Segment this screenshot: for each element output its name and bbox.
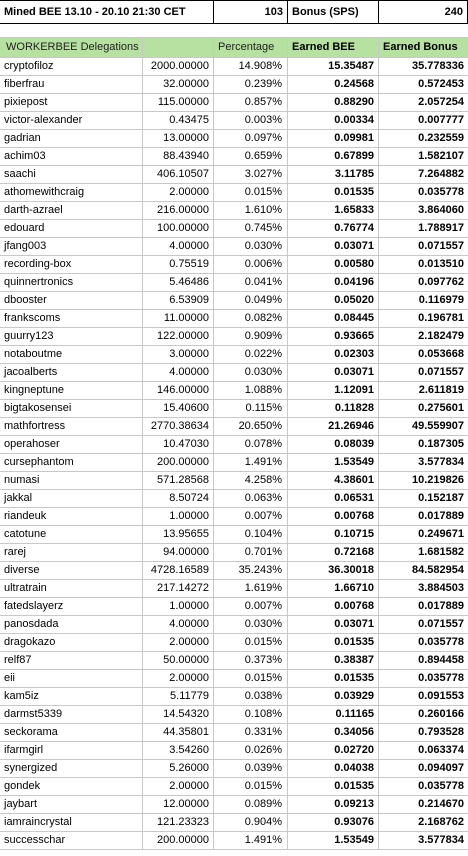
delegator-name-cell[interactable]: victor-alexander	[0, 112, 143, 129]
earned-bee-cell[interactable]: 0.01535	[288, 634, 379, 651]
percentage-cell[interactable]: 0.038%	[214, 688, 288, 705]
table-row	[0, 652, 468, 670]
table-row	[0, 256, 468, 274]
spacer-row	[0, 24, 468, 38]
percentage-cell[interactable]: 0.026%	[214, 742, 288, 759]
earned-bonus-cell[interactable]: 35.778336	[412, 60, 464, 72]
delegator-name-cell[interactable]: cryptofiloz	[0, 58, 143, 75]
delegator-name-cell[interactable]: seckorama	[0, 724, 143, 741]
earned-bonus-cell[interactable]: 0.007777	[418, 114, 464, 126]
delegator-name-cell[interactable]: numasi	[0, 472, 143, 489]
delegator-name-cell[interactable]: dragokazo	[0, 634, 143, 651]
delegator-name-cell[interactable]: frankscoms	[0, 310, 143, 327]
delegator-name-cell[interactable]: darth-azrael	[0, 202, 143, 219]
delegator-name-cell[interactable]: riandeuk	[0, 508, 143, 525]
earned-bonus-cell[interactable]: 2.057254	[418, 96, 464, 108]
delegator-name-cell[interactable]: dbooster	[0, 292, 143, 309]
percentage-cell[interactable]: 0.030%	[214, 238, 288, 255]
earned-bonus-cell[interactable]: 2.182479	[418, 330, 464, 342]
delegator-name-cell[interactable]: panosdada	[0, 616, 143, 633]
table-row	[0, 184, 468, 202]
earned-bonus-cell[interactable]: 7.264882	[418, 168, 464, 180]
earned-bee-cell[interactable]: 0.03929	[288, 688, 379, 705]
percentage-cell[interactable]: 0.078%	[214, 436, 288, 453]
percentage-cell[interactable]: 0.041%	[214, 274, 288, 291]
delegated-amount-cell[interactable]: 88.43940	[143, 148, 214, 165]
earned-bee-cell[interactable]: 0.34056	[288, 724, 379, 741]
delegated-amount-cell[interactable]: 1.00000	[143, 598, 214, 615]
percentage-cell[interactable]: 0.857%	[214, 94, 288, 111]
delegator-name-cell[interactable]: pixiepost	[0, 94, 143, 111]
percentage-cell[interactable]: 0.089%	[214, 796, 288, 813]
percentage-cell[interactable]: 20.650%	[214, 418, 288, 435]
delegated-amount-cell[interactable]: 1.00000	[143, 508, 214, 525]
earned-bonus-cell[interactable]: 3.577834	[418, 456, 464, 468]
earned-bonus-cell[interactable]: 1.681582	[418, 546, 464, 558]
percentage-cell[interactable]: 0.104%	[214, 526, 288, 543]
delegator-name-cell[interactable]: jfang003	[0, 238, 143, 255]
delegator-name-cell[interactable]: successchar	[0, 832, 143, 849]
table-row	[0, 454, 468, 472]
earned-bee-cell[interactable]: 0.00580	[288, 256, 379, 273]
header-amount-cell[interactable]	[143, 38, 214, 57]
earned-bonus-cell[interactable]: 0.214670	[418, 798, 464, 810]
percentage-cell[interactable]: 0.904%	[214, 814, 288, 831]
earned-bonus-cell[interactable]: 0.013510	[418, 258, 464, 270]
delegated-amount-cell[interactable]: 217.14272	[143, 580, 214, 597]
earned-bonus-cell[interactable]: 0.071557	[418, 366, 464, 378]
percentage-cell[interactable]: 0.030%	[214, 364, 288, 381]
delegated-amount-cell[interactable]: 2.00000	[143, 184, 214, 201]
earned-bee-cell[interactable]: 0.08039	[288, 436, 379, 453]
percentage-cell[interactable]: 4.258%	[214, 472, 288, 489]
table-row	[0, 724, 468, 742]
delegated-amount-cell[interactable]: 3.00000	[143, 346, 214, 363]
delegated-amount-cell[interactable]: 14.54320	[143, 706, 214, 723]
earned-bonus-cell[interactable]: 0.017889	[418, 600, 464, 612]
earned-bee-cell[interactable]: 0.88290	[288, 94, 379, 111]
percentage-cell[interactable]: 0.007%	[214, 598, 288, 615]
earned-bonus-cell[interactable]: 0.232559	[418, 132, 464, 144]
percentage-cell[interactable]: 0.909%	[214, 328, 288, 345]
percentage-cell[interactable]: 14.908%	[214, 58, 288, 75]
delegated-amount-cell[interactable]: 15.40600	[143, 400, 214, 417]
percentage-cell[interactable]: 0.239%	[214, 76, 288, 93]
table-row	[0, 598, 468, 616]
delegated-amount-cell[interactable]: 115.00000	[143, 94, 214, 111]
percentage-cell[interactable]: 1.491%	[214, 832, 288, 849]
delegated-amount-cell[interactable]: 11.00000	[143, 310, 214, 327]
table-row	[0, 112, 468, 130]
earned-bee-cell[interactable]: 0.04038	[288, 760, 379, 777]
earned-bonus-cell[interactable]: 0.071557	[418, 240, 464, 252]
delegator-name-cell[interactable]: edouard	[0, 220, 143, 237]
table-row	[0, 562, 468, 580]
delegated-amount-cell[interactable]: 4.00000	[143, 364, 214, 381]
header-name-cell[interactable]: WORKERBEE Delegations	[0, 38, 143, 57]
delegated-amount-cell[interactable]: 5.11779	[143, 688, 214, 705]
delegator-name-cell[interactable]: fiberfrau	[0, 76, 143, 93]
delegator-name-cell[interactable]: iamraincrystal	[0, 814, 143, 831]
delegated-amount-cell[interactable]: 94.00000	[143, 544, 214, 561]
delegator-name-cell[interactable]: gondek	[0, 778, 143, 795]
delegated-amount-cell[interactable]: 216.00000	[143, 202, 214, 219]
table-row	[0, 688, 468, 706]
earned-bee-cell[interactable]: 1.66710	[288, 580, 379, 597]
delegated-amount-cell[interactable]: 8.50724	[143, 490, 214, 507]
percentage-cell[interactable]: 0.015%	[214, 670, 288, 687]
mined-value-cell[interactable]: 103	[214, 1, 288, 23]
earned-bonus-cell[interactable]: 0.071557	[418, 618, 464, 630]
earned-bee-cell[interactable]: 0.06531	[288, 490, 379, 507]
delegator-name-cell[interactable]: operahoser	[0, 436, 143, 453]
delegated-amount-cell[interactable]: 13.95655	[143, 526, 214, 543]
percentage-cell[interactable]: 1.088%	[214, 382, 288, 399]
table-row	[0, 508, 468, 526]
delegator-name-cell[interactable]: guurry123	[0, 328, 143, 345]
table-row	[0, 130, 468, 148]
delegated-amount-cell[interactable]: 122.00000	[143, 328, 214, 345]
earned-bonus-cell[interactable]: 2.611819	[418, 384, 464, 396]
earned-bee-cell[interactable]: 0.08445	[288, 310, 379, 327]
delegated-amount-cell[interactable]: 44.35801	[143, 724, 214, 741]
delegator-name-cell[interactable]: saachi	[0, 166, 143, 183]
earned-bonus-cell[interactable]: 0.053668	[418, 348, 464, 360]
percentage-cell[interactable]: 0.331%	[214, 724, 288, 741]
table-row	[0, 526, 468, 544]
earned-bee-cell[interactable]: 1.65833	[288, 202, 379, 219]
earned-bonus-cell[interactable]: 0.793528	[418, 726, 464, 738]
delegator-name-cell[interactable]: darmst5339	[0, 706, 143, 723]
delegated-amount-cell[interactable]: 2.00000	[143, 670, 214, 687]
percentage-cell[interactable]: 0.115%	[214, 400, 288, 417]
earned-bonus-cell[interactable]: 0.035778	[418, 636, 464, 648]
percentage-cell[interactable]: 0.373%	[214, 652, 288, 669]
earned-bee-cell[interactable]: 0.03071	[288, 364, 379, 381]
mined-label-cell[interactable]: Mined BEE 13.10 - 20.10 21:30 CET	[0, 1, 214, 23]
percentage-cell[interactable]: 35.243%	[214, 562, 288, 579]
table-row	[0, 76, 468, 94]
earned-bonus-cell[interactable]: 0.091553	[418, 690, 464, 702]
delegator-name-cell[interactable]: cursephantom	[0, 454, 143, 471]
table-row	[0, 832, 468, 850]
delegator-name-cell[interactable]: fatedslayerz	[0, 598, 143, 615]
table-row	[0, 760, 468, 778]
earned-bonus-cell[interactable]: 0.275601	[418, 402, 464, 414]
earned-bonus-cell[interactable]: 0.260166	[418, 708, 464, 720]
percentage-cell[interactable]: 0.082%	[214, 310, 288, 327]
earned-bee-cell[interactable]: 0.03071	[288, 616, 379, 633]
table-row	[0, 544, 468, 562]
percentage-cell[interactable]: 0.015%	[214, 778, 288, 795]
delegated-amount-cell[interactable]: 4.00000	[143, 616, 214, 633]
earned-bee-cell[interactable]: 0.93665	[288, 328, 379, 345]
table-row	[0, 400, 468, 418]
earned-bonus-cell[interactable]: 3.864060	[418, 204, 464, 216]
percentage-cell[interactable]: 0.701%	[214, 544, 288, 561]
delegated-amount-cell[interactable]: 2000.00000	[143, 58, 214, 75]
earned-bee-cell[interactable]: 1.53549	[288, 832, 379, 849]
delegator-name-cell[interactable]: recording-box	[0, 256, 143, 273]
delegated-amount-cell[interactable]: 100.00000	[143, 220, 214, 237]
delegated-amount-cell[interactable]: 6.53909	[143, 292, 214, 309]
percentage-cell[interactable]: 0.006%	[214, 256, 288, 273]
table-row	[0, 94, 468, 112]
earned-bonus-cell[interactable]: 0.017889	[418, 510, 464, 522]
delegated-amount-cell[interactable]: 2.00000	[143, 778, 214, 795]
earned-bonus-cell[interactable]: 1.788917	[418, 222, 464, 234]
table-row	[0, 292, 468, 310]
delegated-amount-cell[interactable]: 50.00000	[143, 652, 214, 669]
percentage-cell[interactable]: 1.619%	[214, 580, 288, 597]
earned-bonus-cell[interactable]: 1.582107	[418, 150, 464, 162]
earned-bonus-cell[interactable]: 3.884503	[418, 582, 464, 594]
percentage-cell[interactable]: 0.003%	[214, 112, 288, 129]
earned-bee-cell[interactable]: 3.11785	[288, 166, 379, 183]
percentage-cell[interactable]: 0.063%	[214, 490, 288, 507]
earned-bee-cell[interactable]: 4.38601	[288, 472, 379, 489]
data-rows	[0, 58, 468, 850]
delegator-name-cell[interactable]: ifarmgirl	[0, 742, 143, 759]
earned-bonus-cell[interactable]: 0.572453	[418, 78, 464, 90]
earned-bee-cell[interactable]: 0.38387	[288, 652, 379, 669]
earned-bee-cell[interactable]: 15.35487	[288, 58, 379, 75]
earned-bonus-cell[interactable]: 0.116979	[418, 294, 464, 306]
header-earned-bee-cell[interactable]: Earned BEE	[288, 38, 379, 57]
earned-bonus-cell[interactable]: 10.219826	[412, 474, 464, 486]
delegated-amount-cell[interactable]: 4.00000	[143, 238, 214, 255]
delegated-amount-cell[interactable]: 5.26000	[143, 760, 214, 777]
delegator-name-cell[interactable]: achim03	[0, 148, 143, 165]
delegator-name-cell[interactable]: synergized	[0, 760, 143, 777]
earned-bonus-cell[interactable]: 0.063374	[418, 744, 464, 756]
earned-bonus-cell[interactable]: 0.187305	[418, 438, 464, 450]
delegator-name-cell[interactable]: notaboutme	[0, 346, 143, 363]
delegated-amount-cell[interactable]: 200.00000	[143, 832, 214, 849]
percentage-cell[interactable]: 1.610%	[214, 202, 288, 219]
earned-bee-cell[interactable]: 0.10715	[288, 526, 379, 543]
earned-bee-cell[interactable]: 0.01535	[288, 778, 379, 795]
delegator-name-cell[interactable]: jakkal	[0, 490, 143, 507]
table-row	[0, 310, 468, 328]
delegator-name-cell[interactable]: mathfortress	[0, 418, 143, 435]
earned-bonus-cell[interactable]: 0.249671	[418, 528, 464, 540]
delegated-amount-cell[interactable]: 121.23323	[143, 814, 214, 831]
delegated-amount-cell[interactable]: 10.47030	[143, 436, 214, 453]
delegator-name-cell[interactable]: athomewithcraig	[0, 184, 143, 201]
header-row	[0, 38, 468, 58]
percentage-cell[interactable]: 0.039%	[214, 760, 288, 777]
header-percentage-cell[interactable]: Percentage	[214, 38, 288, 57]
table-row	[0, 778, 468, 796]
table-row	[0, 814, 468, 832]
delegator-name-cell[interactable]: relf87	[0, 652, 143, 669]
earned-bee-cell[interactable]: 21.26946	[288, 418, 379, 435]
delegated-amount-cell[interactable]: 12.00000	[143, 796, 214, 813]
earned-bonus-cell[interactable]: 2.168762	[418, 816, 464, 828]
percentage-cell[interactable]: 0.015%	[214, 634, 288, 651]
table-row	[0, 220, 468, 238]
delegated-amount-cell[interactable]: 32.00000	[143, 76, 214, 93]
delegator-name-cell[interactable]: quinnertronics	[0, 274, 143, 291]
table-row	[0, 346, 468, 364]
earned-bee-cell[interactable]: 0.09213	[288, 796, 379, 813]
earned-bee-cell[interactable]: 0.11165	[288, 706, 379, 723]
bonus-value-cell[interactable]: 240	[379, 1, 468, 23]
earned-bee-cell[interactable]: 0.24568	[288, 76, 379, 93]
earned-bee-cell[interactable]: 0.03071	[288, 238, 379, 255]
earned-bonus-cell[interactable]: 0.035778	[418, 780, 464, 792]
earned-bee-cell[interactable]: 0.67899	[288, 148, 379, 165]
percentage-cell[interactable]: 0.659%	[214, 148, 288, 165]
delegator-name-cell[interactable]: kingneptune	[0, 382, 143, 399]
earned-bonus-cell[interactable]: 0.035778	[418, 672, 464, 684]
earned-bee-cell[interactable]: 0.00768	[288, 598, 379, 615]
delegated-amount-cell[interactable]: 2.00000	[143, 634, 214, 651]
table-row	[0, 472, 468, 490]
table-row	[0, 436, 468, 454]
delegator-name-cell[interactable]: ultratrain	[0, 580, 143, 597]
table-row	[0, 706, 468, 724]
delegator-name-cell[interactable]: catotune	[0, 526, 143, 543]
earned-bee-cell[interactable]: 0.01535	[288, 670, 379, 687]
table-row	[0, 364, 468, 382]
table-row	[0, 616, 468, 634]
table-row	[0, 418, 468, 436]
delegator-name-cell[interactable]: gadrian	[0, 130, 143, 147]
earned-bee-cell[interactable]: 0.72168	[288, 544, 379, 561]
table-row	[0, 382, 468, 400]
table-row	[0, 148, 468, 166]
percentage-cell[interactable]: 3.027%	[214, 166, 288, 183]
delegated-amount-cell[interactable]: 200.00000	[143, 454, 214, 471]
earned-bonus-cell[interactable]: 49.559907	[412, 420, 464, 432]
earned-bee-cell[interactable]: 0.93076	[288, 814, 379, 831]
table-row	[0, 166, 468, 184]
delegated-amount-cell[interactable]: 5.46486	[143, 274, 214, 291]
delegated-amount-cell[interactable]: 2770.38634	[143, 418, 214, 435]
earned-bonus-cell[interactable]: 0.035778	[418, 186, 464, 198]
table-row	[0, 58, 468, 76]
table-row	[0, 742, 468, 760]
table-row	[0, 634, 468, 652]
earned-bee-cell[interactable]: 1.12091	[288, 382, 379, 399]
table-row	[0, 328, 468, 346]
delegated-amount-cell[interactable]: 0.75519	[143, 256, 214, 273]
earned-bee-cell[interactable]: 0.05020	[288, 292, 379, 309]
delegated-amount-cell[interactable]: 406.10507	[143, 166, 214, 183]
earned-bee-cell[interactable]: 0.76774	[288, 220, 379, 237]
earned-bee-cell[interactable]: 0.01535	[288, 184, 379, 201]
delegated-amount-cell[interactable]: 146.00000	[143, 382, 214, 399]
table-row	[0, 490, 468, 508]
percentage-cell[interactable]: 1.491%	[214, 454, 288, 471]
delegated-amount-cell[interactable]: 4728.16589	[143, 562, 214, 579]
earned-bee-cell[interactable]: 0.11828	[288, 400, 379, 417]
percentage-cell[interactable]: 0.097%	[214, 130, 288, 147]
earned-bee-cell[interactable]: 1.53549	[288, 454, 379, 471]
percentage-cell[interactable]: 0.108%	[214, 706, 288, 723]
percentage-cell[interactable]: 0.015%	[214, 184, 288, 201]
earned-bonus-cell[interactable]: 84.582954	[412, 564, 464, 576]
delegated-amount-cell[interactable]: 13.00000	[143, 130, 214, 147]
delegated-amount-cell[interactable]: 3.54260	[143, 742, 214, 759]
delegator-name-cell[interactable]: eii	[0, 670, 143, 687]
delegator-name-cell[interactable]: kam5iz	[0, 688, 143, 705]
summary-row	[0, 0, 468, 24]
table-row	[0, 274, 468, 292]
earned-bee-cell[interactable]: 0.09981	[288, 130, 379, 147]
percentage-cell[interactable]: 0.745%	[214, 220, 288, 237]
percentage-cell[interactable]: 0.007%	[214, 508, 288, 525]
delegator-name-cell[interactable]: jacoalberts	[0, 364, 143, 381]
bonus-label-cell[interactable]: Bonus (SPS)	[288, 1, 379, 23]
earned-bee-cell[interactable]: 0.00768	[288, 508, 379, 525]
earned-bee-cell[interactable]: 0.02303	[288, 346, 379, 363]
table-row	[0, 670, 468, 688]
table-row	[0, 580, 468, 598]
header-earned-bonus-cell[interactable]: Earned Bonus	[379, 38, 468, 57]
delegator-name-cell[interactable]: diverse	[0, 562, 143, 579]
earned-bonus-cell[interactable]: 0.094097	[418, 762, 464, 774]
earned-bonus-cell[interactable]: 0.097762	[418, 276, 464, 288]
earned-bee-cell[interactable]: 36.30018	[288, 562, 379, 579]
percentage-cell[interactable]: 0.022%	[214, 346, 288, 363]
delegated-amount-cell[interactable]: 0.43475	[143, 112, 214, 129]
delegator-name-cell[interactable]: bigtakosensei	[0, 400, 143, 417]
earned-bonus-cell[interactable]: 0.196781	[418, 312, 464, 324]
table-row	[0, 238, 468, 256]
table-row	[0, 796, 468, 814]
earned-bonus-cell[interactable]: 0.894458	[418, 654, 464, 666]
earned-bee-cell[interactable]: 0.02720	[288, 742, 379, 759]
earned-bonus-cell[interactable]: 3.577834	[418, 834, 464, 846]
table-row	[0, 202, 468, 220]
delegator-name-cell[interactable]: rarej	[0, 544, 143, 561]
delegated-amount-cell[interactable]: 571.28568	[143, 472, 214, 489]
earned-bonus-cell[interactable]: 0.152187	[418, 492, 464, 504]
earned-bee-cell[interactable]: 0.00334	[288, 112, 379, 129]
percentage-cell[interactable]: 0.030%	[214, 616, 288, 633]
earned-bee-cell[interactable]: 0.04196	[288, 274, 379, 291]
percentage-cell[interactable]: 0.049%	[214, 292, 288, 309]
delegator-name-cell[interactable]: jaybart	[0, 796, 143, 813]
